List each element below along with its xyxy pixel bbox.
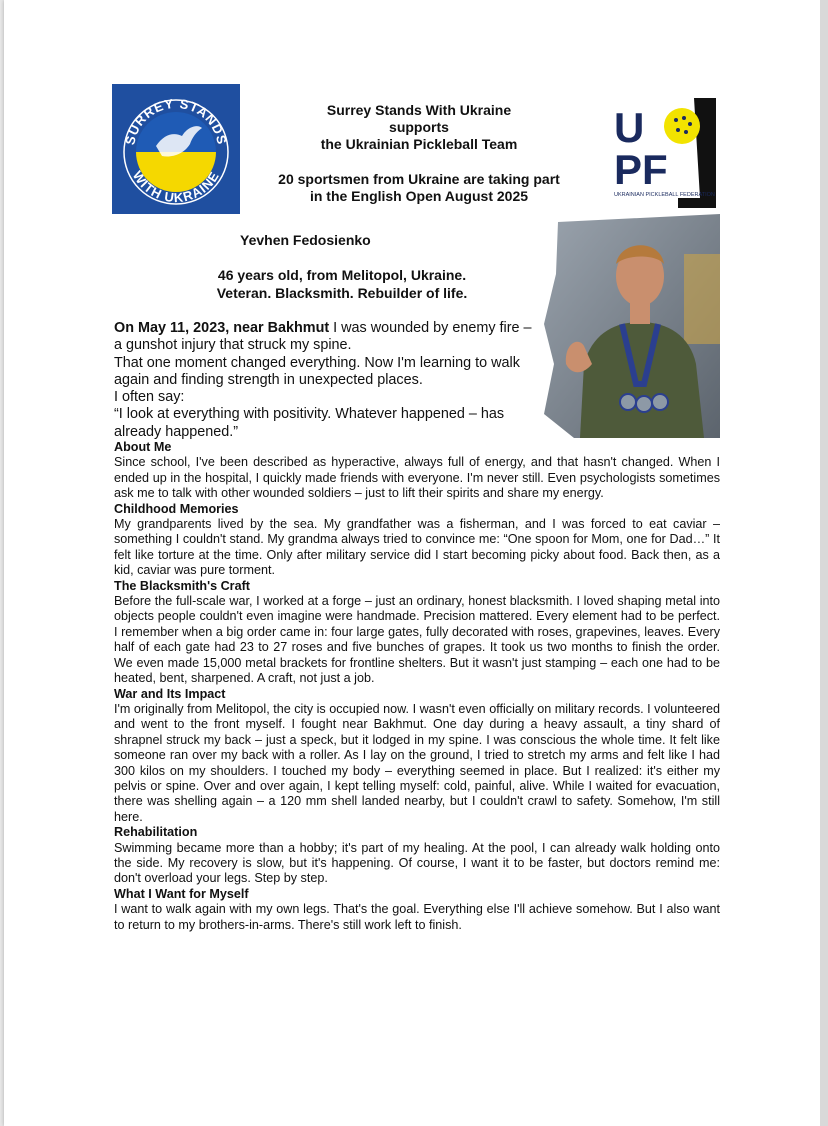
logo-right-caption: UKRAINIAN PICKLEBALL FEDERATION: [614, 192, 715, 198]
intro-paragraph-2: That one moment changed everything. Now I'm learning to walk again and finding strength in unexpected places.: [114, 354, 520, 388]
header-block: [254, 102, 584, 205]
section-text-war: I'm originally from Melitopol, the city is occupied now. I wasn't even officially on military records. I volunteered and went to the front myself. I fought near Bakhmut. One day during a heavy assault, a tiny shard of shrapnel struck my back – just a speck, but it lodged in my spine. I was conscious the whole time. It felt like someone ran over my back with a roller. As I lay on the ground, I tried to stretch my arms and felt like I had 300 kilos on my shoulders. I touched my body – everything seemed in place. But I realized: it's either my pelvis or spine. Over and over again, I kept telling myself: cold, painful, alive. While I waited for evacuation, there was shelling again – a 120 mm shell landed nearby, but I couldn't crawl to safety. Somehow, I'm still here.: [114, 701, 720, 824]
document-page: [4, 0, 820, 1126]
surrey-stands-with-ukraine-logo: [112, 84, 240, 214]
logo-left-text-bottom: WITH UKRAINE: [129, 168, 223, 206]
person-tagline: [172, 266, 512, 302]
section-text-about: Since school, I've been described as hyperactive, always full of energy, and that hasn't changed. When I ended up in the hospital, I quickly made friends with everyone. I'm never still. Even psychologists sometimes ask me to talk with other wounded soldiers – just to lift their spirits and share my energy.: [114, 455, 720, 501]
header-line-5: in the English Open August 2025: [309, 188, 529, 204]
header-line-4: 20 sportsmen from Ukraine are taking part: [278, 171, 560, 187]
section-heading-goals: What I Want for Myself: [114, 886, 249, 901]
section-heading-war: War and Its Impact: [114, 686, 226, 701]
svg-text:U: U: [614, 104, 645, 151]
tagline-line-2: Veteran. Blacksmith. Rebuilder of life.: [216, 285, 468, 301]
intro-lead-rest: I was wounded by enemy fire – a gunshot injury that struck my spine.: [114, 320, 532, 354]
person-name: Yevhen Fedosienko: [240, 232, 371, 248]
intro-paragraph-3: I often say:: [114, 389, 185, 406]
section-text-goals: I want to walk again with my own legs. That's the goal. Everything else I'll achieve somehow. But I also want to return to my brothers-in-arms. There's still work left to finish.: [114, 902, 720, 932]
section-heading-rehabilitation: Rehabilitation: [114, 825, 198, 840]
logo-left-text-top: SURREY STANDS: [122, 95, 230, 147]
story-body: [114, 440, 720, 933]
header-line-2: supports: [389, 119, 449, 135]
intro-bold-lead: On May 11, 2023, near Bakhmut: [114, 320, 330, 336]
svg-text:PF: PF: [614, 146, 668, 193]
intro-block: [114, 320, 534, 441]
viewer-edge: [820, 0, 828, 1126]
section-text-blacksmith: Before the full-scale war, I worked at a forge – just an ordinary, honest blacksmith. I loved shaping metal into objects people couldn't even imagine were handmade. Precision mattered. Every element had to be perfect. I remember when a big order came in: four large gates, fully decorated with roses, grapevines, leaves. Every half of each gate had 23 to 27 roses and five bunches of grapes. It took us two months to finish the order. We even made 15,000 metal brackets for frontline shelters. But it wasn't just stamping – each one had to be heated, bent, sharpened. A craft, not just a job.: [114, 594, 720, 686]
section-heading-childhood: Childhood Memories: [114, 501, 239, 516]
header-line-3: the Ukrainian Pickleball Team: [320, 136, 518, 152]
section-text-childhood: My grandparents lived by the sea. My grandfather was a fisherman, and I was forced to eat caviar – something I couldn't stand. My grandma always tried to convince me: “One spoon for Mom, one for Dad…” It felt like torture at the time. Only after military service did I start becoming picky about food. Back then, as a kid, caviar was pure torment.: [114, 517, 720, 578]
upf-logo: [608, 98, 716, 208]
section-text-rehabilitation: Swimming became more than a hobby; it's part of my healing. At the pool, I can already walk holding onto the side. My recovery is slow, but it's happening. Of course, I want it to be faster, but doctors remind me: don't overload your legs. Step by step.: [114, 840, 720, 886]
header-line-1: Surrey Stands With Ukraine: [326, 102, 512, 118]
intro-paragraph-1: [114, 320, 534, 355]
section-heading-about: About Me: [114, 440, 172, 454]
intro-quote: “I look at everything with positivity. Whatever happened – has already happened.”: [114, 406, 505, 440]
portrait-photo: [544, 214, 720, 438]
tagline-line-1: 46 years old, from Melitopol, Ukraine.: [217, 267, 467, 283]
section-heading-blacksmith: The Blacksmith's Craft: [114, 578, 250, 593]
